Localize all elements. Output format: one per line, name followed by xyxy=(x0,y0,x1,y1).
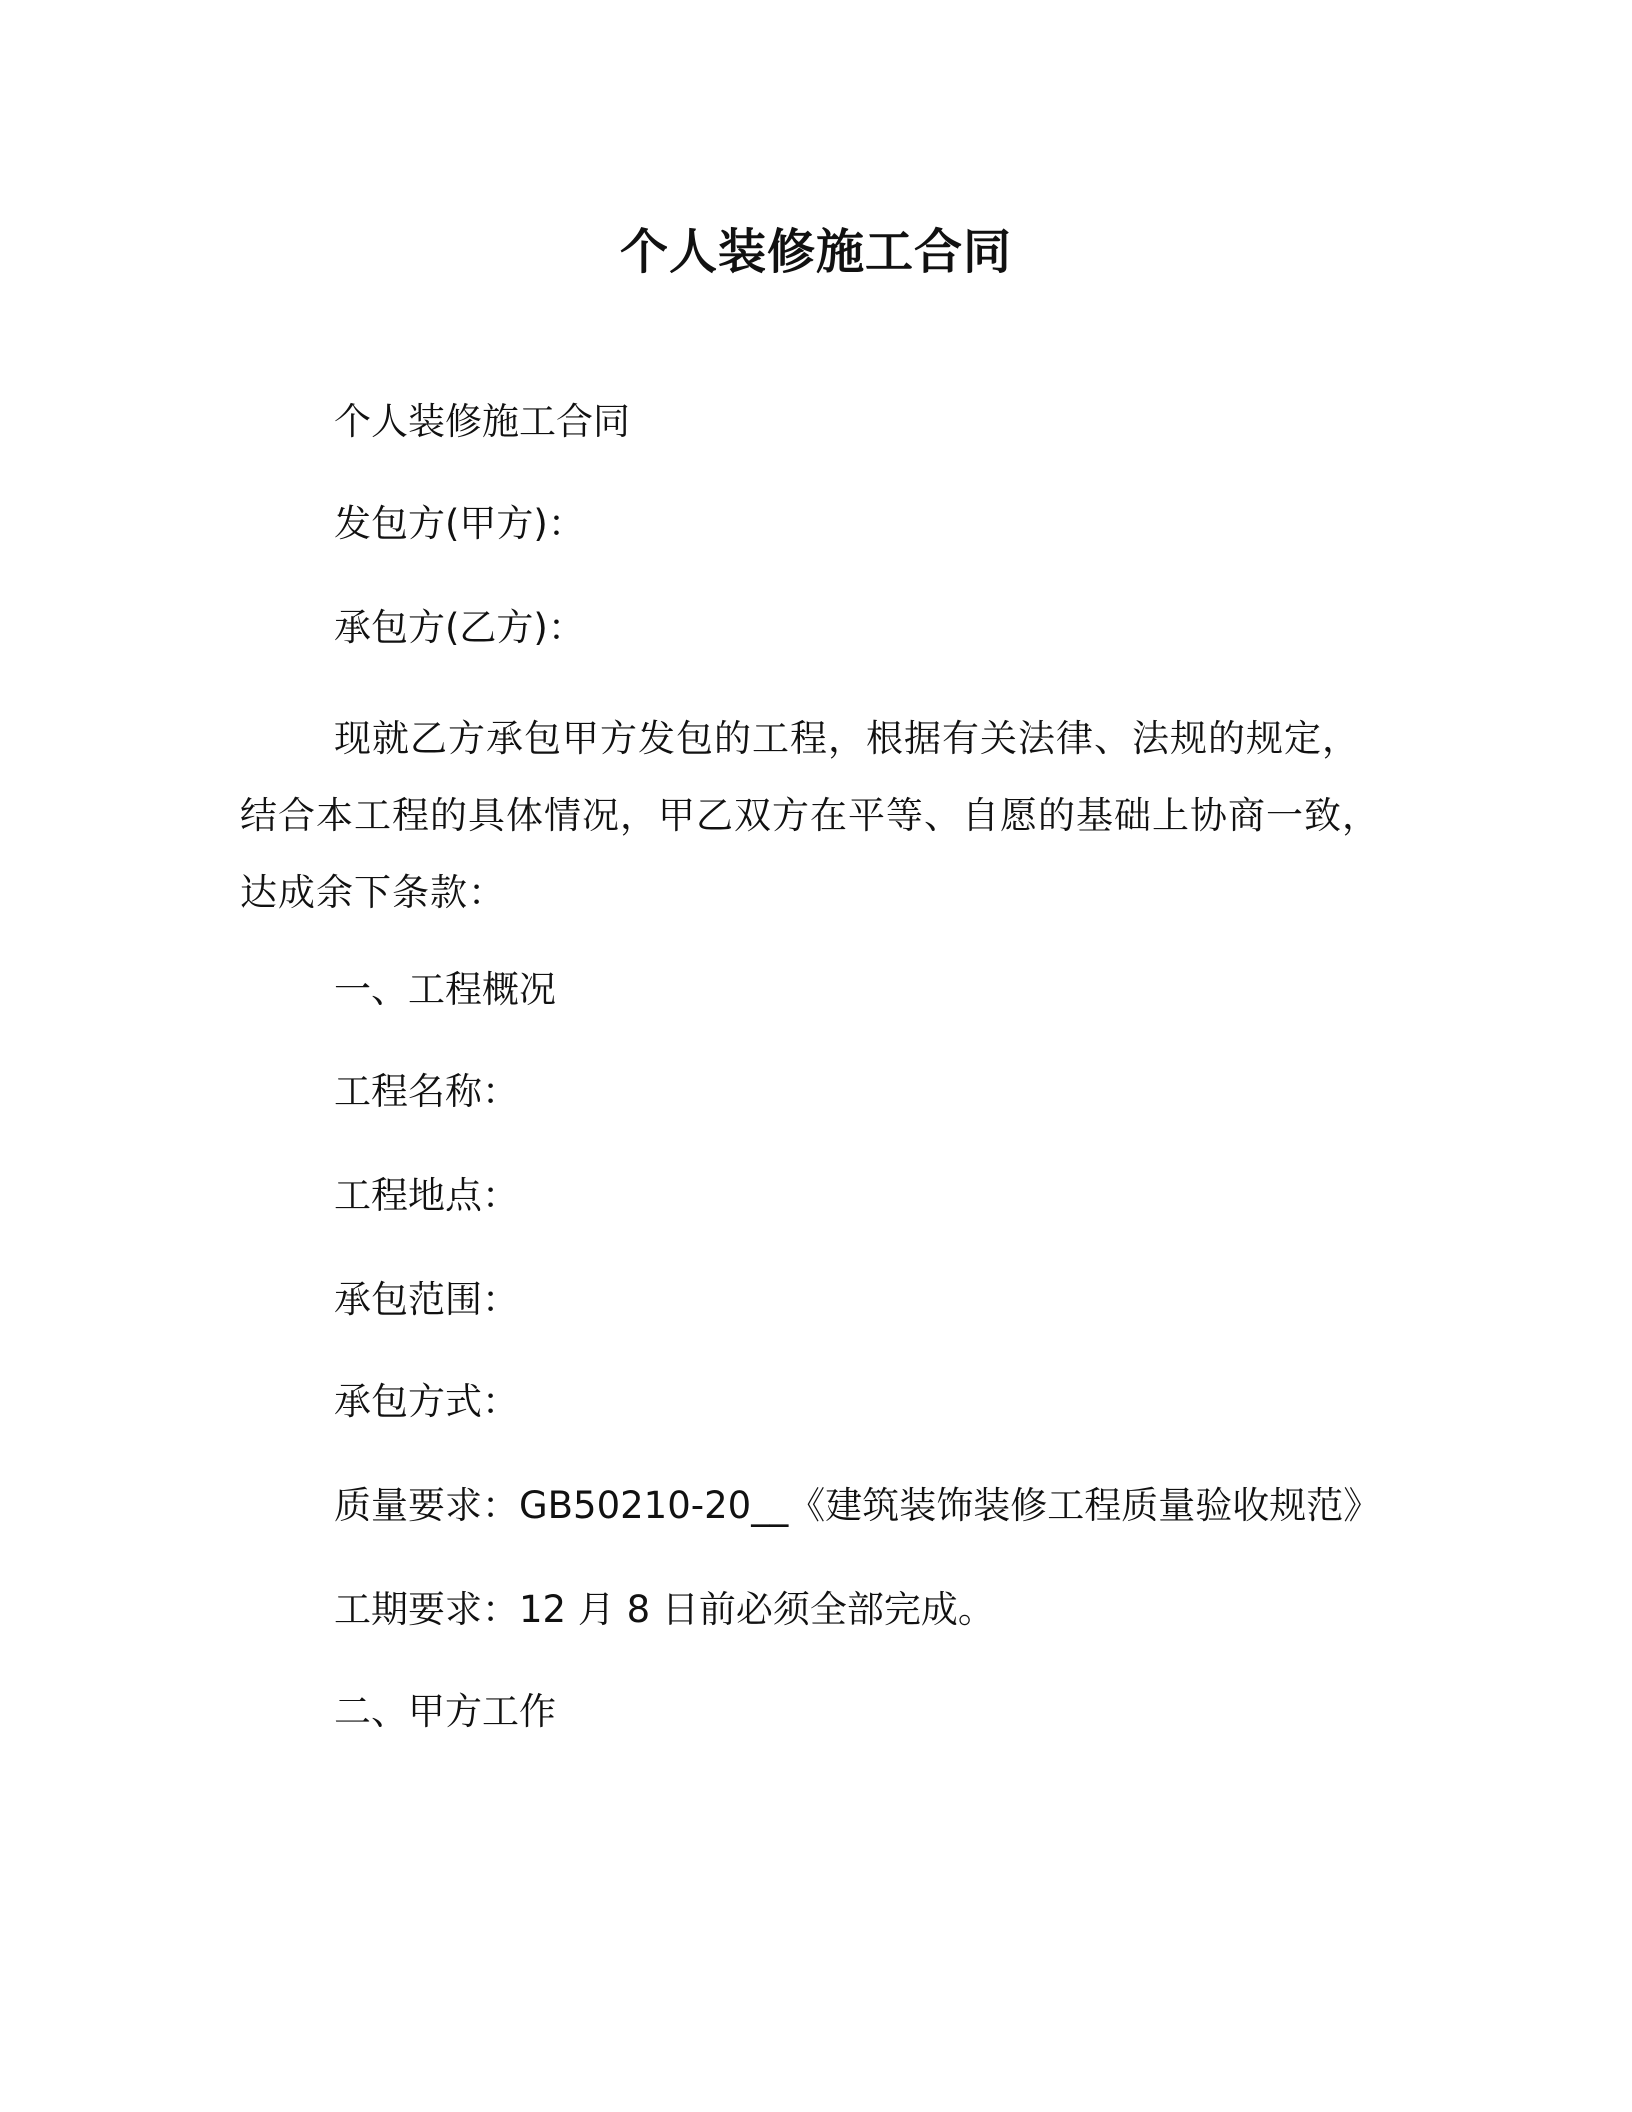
schedule-requirement-field: 工期要求：12 月 8 日前必须全部完成。 xyxy=(334,1588,995,1631)
preamble-paragraph: 现就乙方承包甲方发包的工程，根据有关法律、法规的规定，结合本工程的具体情况，甲乙双方在平等、自愿的基础上协商一致，达成余下条款： xyxy=(240,717,1380,914)
document-subtitle: 个人装修施工合同 xyxy=(334,400,630,443)
party-b-label: 承包方(乙方)： xyxy=(334,606,585,649)
party-a-label: 发包方(甲方)： xyxy=(334,502,585,545)
document-title: 个人装修施工合同 xyxy=(619,224,1012,280)
project-location-field: 工程地点： xyxy=(334,1174,519,1217)
project-name-field: 工程名称： xyxy=(334,1070,519,1113)
contract-method-field: 承包方式： xyxy=(334,1380,519,1423)
section-1-heading: 一、工程概况 xyxy=(334,968,556,1011)
contract-scope-field: 承包范围： xyxy=(334,1278,519,1321)
quality-requirement-field: 质量要求：GB50210-20__《建筑装饰装修工程质量验收规范》 xyxy=(334,1484,1381,1527)
section-2-heading: 二、甲方工作 xyxy=(334,1690,556,1733)
